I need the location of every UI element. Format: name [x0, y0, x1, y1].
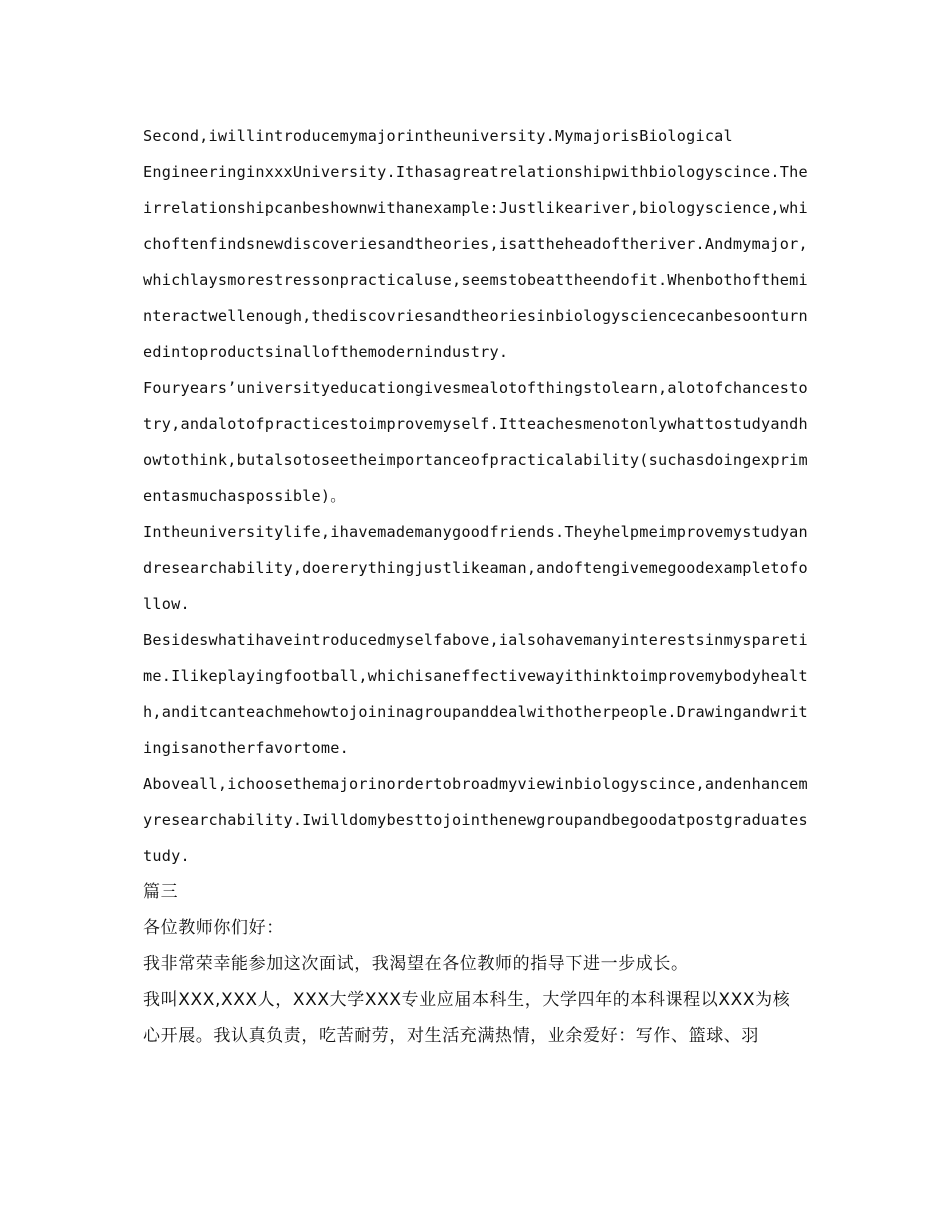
- text-line: llow.: [143, 595, 190, 613]
- text-line: 我叫XXX,XXX人，XXX大学XXX专业应届本科生，大学四年的本科课程以XXX为核: [143, 990, 791, 1010]
- text-line: 我非常荣幸能参加这次面试，我渴望在各位教师的指导下进一步成长。: [143, 954, 689, 974]
- document-body: [143, 118, 808, 1054]
- text-line: nteractwellenough,thediscovriesandtheoriesinbiologysciencecanbesoonturn: [143, 307, 808, 325]
- text-line: EngineeringinxxxUniversity.Ithasagreatrelationshipwithbiologyscince.The: [143, 163, 808, 181]
- text-line: ingisanotherfavortome.: [143, 739, 349, 757]
- text-line: entasmuchaspossible)。: [143, 487, 346, 505]
- text-line: yresearchability.Iwilldomybesttojointhenewgroupandbegoodatpostgraduates: [143, 811, 808, 829]
- text-line: h,anditcanteachmehowtojoininagroupanddealwithotherpeople.Drawingandwrit: [143, 703, 808, 721]
- text-line: choftenfindsnewdiscoveriesandtheories,isattheheadoftheriver.Andmymajor,: [143, 235, 808, 253]
- text-line: owtothink,butalsotoseetheimportanceofpracticalability(suchasdoingexprim: [143, 451, 808, 469]
- text-line: tudy.: [143, 847, 190, 865]
- text-line: edintoproductsinallofthemodernindustry.: [143, 343, 509, 361]
- text-line: whichlaysmorestressonpracticaluse,seemstobeattheendofit.Whenbothofthemi: [143, 271, 808, 289]
- section-heading: 篇三: [143, 882, 179, 902]
- text-line: irrelationshipcanbeshownwithanexample:Justlikeariver,biologyscience,whi: [143, 199, 808, 217]
- text-line: Fouryears’universityeducationgivesmealotofthingstolearn,alotofchancesto: [143, 379, 808, 397]
- greeting-line: 各位教师你们好：: [143, 918, 284, 938]
- text-line: try,andalotofpracticestoimprovemyself.Itteachesmenotonlywhattostudyandh: [143, 415, 808, 433]
- text-line: 心开展。我认真负责，吃苦耐劳，对生活充满热情，业余爱好：写作、篮球、羽: [143, 1026, 759, 1046]
- text-line: Besideswhatihaveintroducedmyselfabove,ialsohavemanyinterestsinmyspareti: [143, 631, 808, 649]
- text-line: Intheuniversitylife,ihavemademanygoodfriends.Theyhelpmeimprovemystudyan: [143, 523, 808, 541]
- text-line: dresearchability,doererythingjustlikeaman,andoftengivemegoodexampletofo: [143, 559, 808, 577]
- text-line: Aboveall,ichoosethemajorinordertobroadmyviewinbiologyscince,andenhancem: [143, 775, 808, 793]
- text-line: me.Ilikeplayingfootball,whichisaneffectivewayithinktoimprovemybodyhealt: [143, 667, 808, 685]
- text-line: Second,iwillintroducemymajorintheuniversity.MymajorisBiological: [143, 127, 733, 145]
